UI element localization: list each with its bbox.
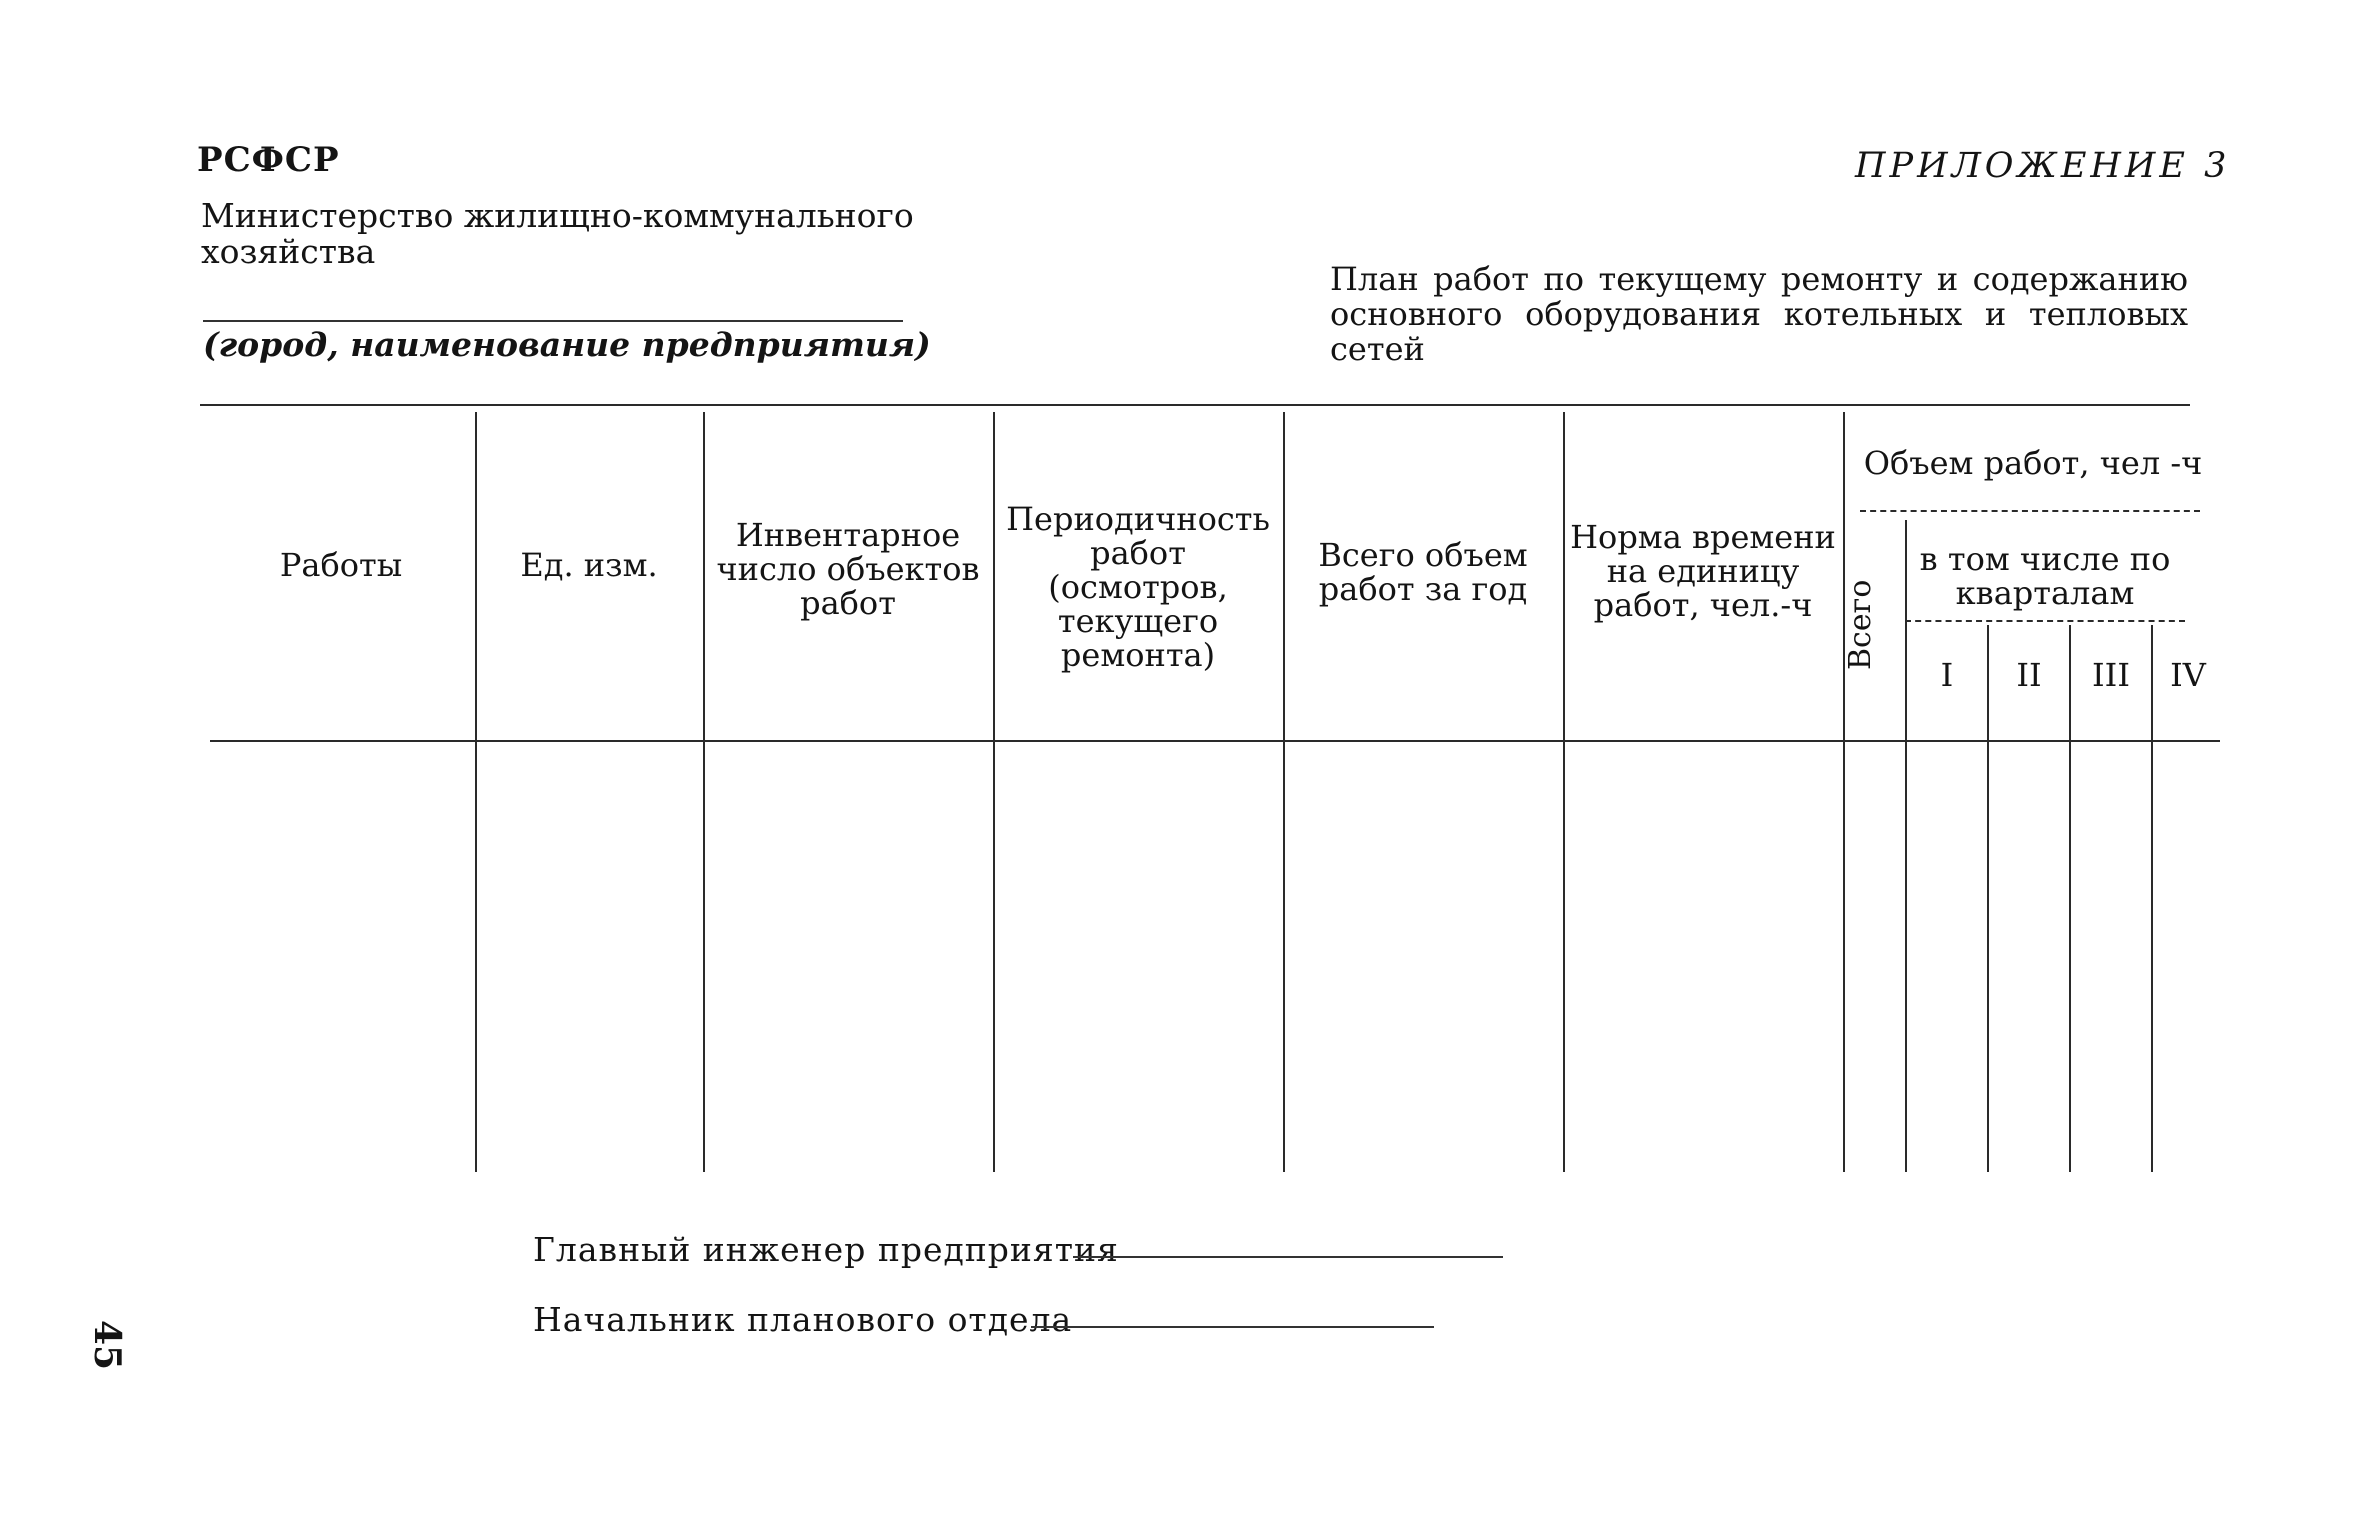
col-header-time-norm: Норма времени на единицу работ, чел.-ч (1570, 518, 1836, 624)
column-divider (475, 412, 477, 1172)
col-header-total: Всего (1843, 579, 1878, 670)
table-top-rule (200, 404, 2190, 406)
chief-engineer-signature-line (1073, 1256, 1503, 1258)
org-name: РСФСР (197, 140, 340, 180)
city-caption: (город, наименование предприятия) (203, 325, 931, 364)
col-header-total-volume: Всего объем работ за год (1318, 536, 1528, 608)
city-blank-line (203, 320, 903, 322)
quarters-group-rule (1905, 620, 2185, 622)
col-header-quarters-group: в том числе по кварталам (1919, 540, 2171, 612)
column-divider (703, 412, 705, 1172)
column-divider (1987, 625, 1989, 1172)
column-divider (1283, 412, 1285, 1172)
page-number: 45 (86, 1320, 128, 1371)
planning-head-label: Начальник планового отдела (533, 1300, 1073, 1339)
quarter-2-header: II (2016, 656, 2042, 694)
col-header-unit: Ед. изм. (520, 546, 658, 584)
col-header-periodicity: Периодичность работ (осмотров, текущего ремонта) (1006, 500, 1270, 674)
col-header-inventory: Инвентарное число объектов работ (716, 516, 980, 622)
appendix-label: ПРИЛОЖЕНИЕ 3 (1855, 146, 2231, 186)
quarter-1-header: I (1940, 656, 1954, 694)
column-divider (1563, 412, 1565, 1172)
chief-engineer-label: Главный инженер предприятия (533, 1230, 1119, 1269)
ministry-name: Министерство жилищно-коммунального хозяйства (201, 196, 914, 271)
column-divider (993, 412, 995, 1172)
table-header-rule (210, 740, 2220, 742)
volume-group-rule (1860, 510, 2200, 512)
column-divider (1905, 520, 1907, 1172)
col-header-volume-group: Объем работ, чел -ч (1863, 444, 2203, 482)
planning-head-signature-line (1031, 1326, 1434, 1328)
quarter-3-header: III (2092, 656, 2130, 694)
column-divider (2069, 625, 2071, 1172)
quarter-4-header: IV (2170, 656, 2206, 694)
col-header-works: Работы (279, 546, 403, 584)
column-divider (2151, 625, 2153, 1172)
column-divider (1843, 412, 1845, 1172)
plan-title: План работ по текущему ремонту и содержанию основного оборудования котельных и тепловых сетей (1330, 260, 2188, 368)
